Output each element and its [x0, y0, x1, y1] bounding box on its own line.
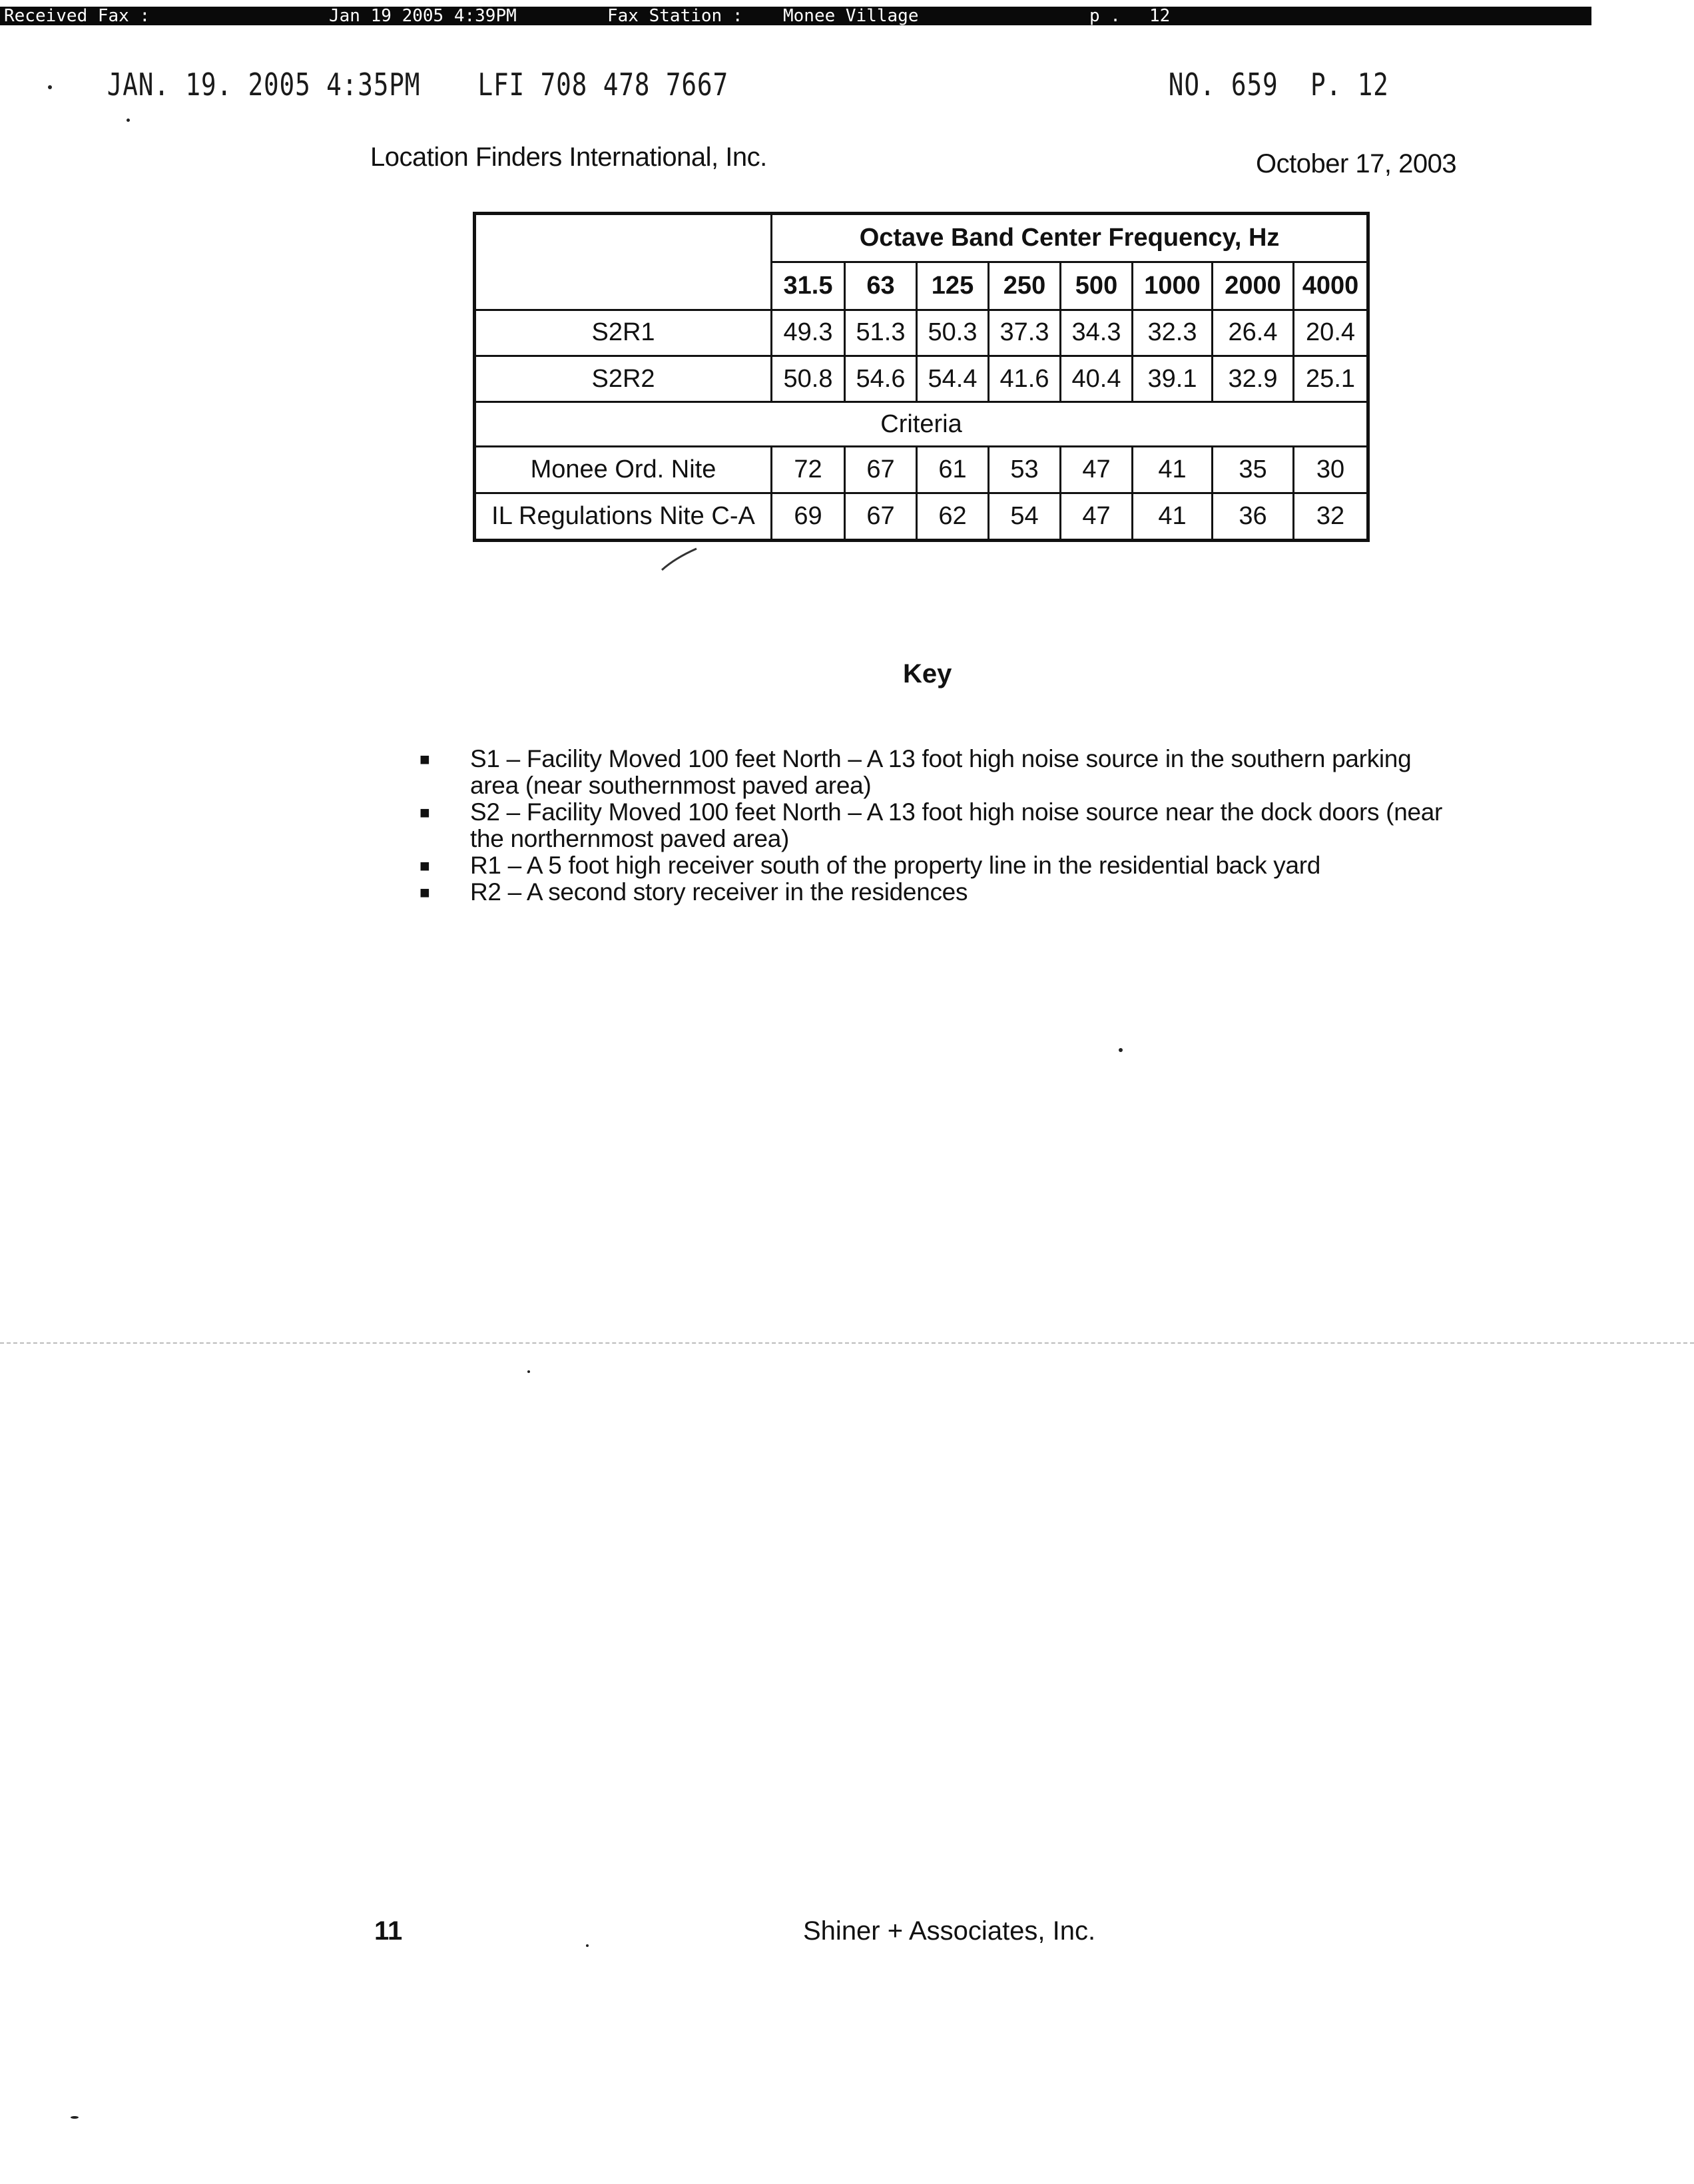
- table-cell: 69: [772, 493, 845, 540]
- scan-speck: [527, 1370, 530, 1373]
- table-cell: 36: [1213, 493, 1294, 540]
- frequency-header: 125: [917, 262, 989, 310]
- table-cell: 26.4: [1213, 310, 1294, 356]
- table-row: [475, 310, 1368, 356]
- frequency-header: 4000: [1294, 262, 1368, 310]
- table-cell: 37.3: [989, 310, 1061, 356]
- fax-received-label: Received Fax :: [4, 7, 150, 25]
- pen-mark: [659, 546, 699, 573]
- table-cell: 32.3: [1133, 310, 1213, 356]
- frequency-header: 63: [845, 262, 917, 310]
- fax-received-datetime: Jan 19 2005 4:39PM: [329, 7, 517, 25]
- table-cell: 35: [1213, 447, 1294, 493]
- scan-speck: [586, 1944, 589, 1947]
- table-cell: 32.9: [1213, 356, 1294, 402]
- row-label: S2R1: [475, 310, 772, 356]
- fax-station-label: Fax Station :: [607, 7, 743, 25]
- page-number: 11: [374, 1916, 403, 1946]
- list-item: [406, 852, 1445, 879]
- table-cell: 41.6: [989, 356, 1061, 402]
- table-cell: 34.3: [1061, 310, 1133, 356]
- row-label: Monee Ord. Nite: [475, 447, 772, 493]
- fax-page-label: p .: [1089, 7, 1121, 25]
- scan-speck: [127, 119, 130, 122]
- fax-header: [0, 67, 1389, 107]
- scan-speck: [48, 85, 52, 89]
- table-cell: 41: [1133, 493, 1213, 540]
- table-cell: 51.3: [845, 310, 917, 356]
- table-corner-cell: [475, 214, 772, 310]
- fax-station-name: Monee Village: [783, 7, 919, 25]
- table-cell: 50.3: [917, 310, 989, 356]
- table-cell: 30: [1294, 447, 1368, 493]
- bullet-icon: ■: [420, 882, 430, 902]
- table-cell: 20.4: [1294, 310, 1368, 356]
- table-cell: 53: [989, 447, 1061, 493]
- table-row: [475, 493, 1368, 540]
- table-cell: 41: [1133, 447, 1213, 493]
- criteria-label: Criteria: [475, 402, 1368, 447]
- scan-speck: [1119, 1048, 1123, 1052]
- fax-header-datetime: JAN. 19. 2005 4:35PM: [107, 67, 421, 103]
- table-cell: 49.3: [772, 310, 845, 356]
- frequency-header: 250: [989, 262, 1061, 310]
- octave-band-table: [473, 212, 1370, 542]
- bullet-icon: ■: [420, 856, 430, 876]
- list-item: [406, 746, 1445, 799]
- table-cell: 67: [845, 493, 917, 540]
- document-date: October 17, 2003: [1256, 149, 1457, 178]
- frequency-header: 2000: [1213, 262, 1294, 310]
- table-cell: 54: [989, 493, 1061, 540]
- fax-transmission-band: [0, 7, 1591, 25]
- row-label: S2R2: [475, 356, 772, 402]
- key-list: [406, 746, 1445, 906]
- row-label: IL Regulations Nite C-A: [475, 493, 772, 540]
- key-item-text: S1 – Facility Moved 100 feet North – A 13 foot high noise source in the southern parking area (near southernmost paved area): [470, 745, 1412, 799]
- fold-line: [0, 1342, 1694, 1344]
- bullet-icon: ■: [420, 802, 430, 822]
- table-cell: 47: [1061, 493, 1133, 540]
- band-header: Octave Band Center Frequency, Hz: [772, 214, 1368, 262]
- key-item-text: R1 – A 5 foot high receiver south of the property line in the residential back yard: [470, 852, 1321, 879]
- table-cell: 50.8: [772, 356, 845, 402]
- table-cell: 62: [917, 493, 989, 540]
- table-cell: 47: [1061, 447, 1133, 493]
- fax-header-sender: LFI 708 478 7667: [477, 67, 728, 103]
- table-cell: 32: [1294, 493, 1368, 540]
- table-row: [475, 447, 1368, 493]
- list-item: [406, 799, 1445, 852]
- table-cell: 25.1: [1294, 356, 1368, 402]
- table-row: [475, 356, 1368, 402]
- frequency-header: 31.5: [772, 262, 845, 310]
- bullet-icon: ■: [420, 749, 430, 769]
- table-cell: 72: [772, 447, 845, 493]
- footer-company: Shiner + Associates, Inc.: [803, 1916, 1096, 1946]
- key-item-text: R2 – A second story receiver in the residences: [470, 878, 968, 906]
- list-item: [406, 879, 1445, 906]
- frequency-header: 500: [1061, 262, 1133, 310]
- company-name: Location Finders International, Inc.: [370, 142, 767, 172]
- table-cell: 39.1: [1133, 356, 1213, 402]
- key-title: Key: [903, 659, 952, 688]
- key-item-text: S2 – Facility Moved 100 feet North – A 13 foot high noise source near the dock doors (near the northernmost paved area): [470, 798, 1443, 852]
- fax-header-page: P. 12: [1310, 67, 1389, 103]
- fax-header-number: NO. 659: [1168, 67, 1278, 103]
- table-cell: 61: [917, 447, 989, 493]
- scan-speck: [71, 2116, 79, 2119]
- table-cell: 54.4: [917, 356, 989, 402]
- table-cell: 40.4: [1061, 356, 1133, 402]
- table-cell: 54.6: [845, 356, 917, 402]
- fax-page-number: 12: [1149, 7, 1171, 25]
- table-cell: 67: [845, 447, 917, 493]
- frequency-header: 1000: [1133, 262, 1213, 310]
